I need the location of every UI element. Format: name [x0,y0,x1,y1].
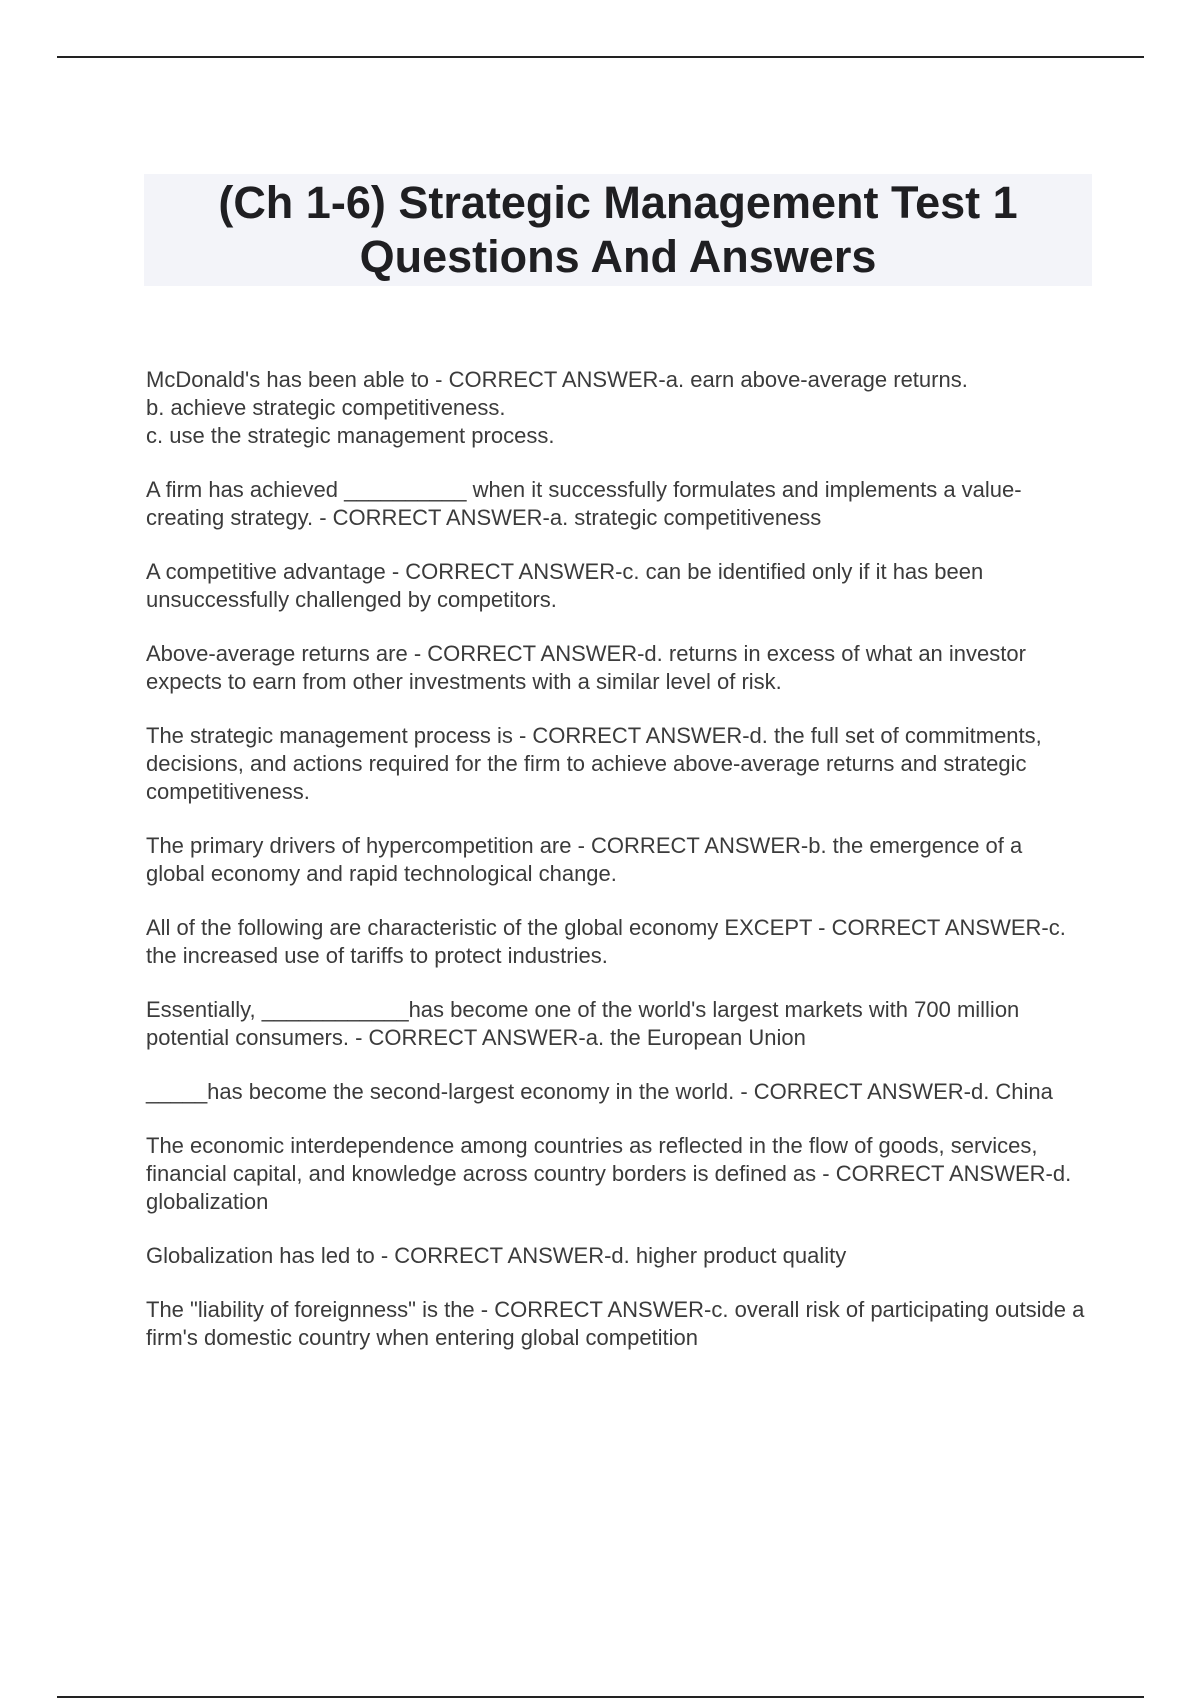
qa-item: The economic interdependence among countries as reflected in the flow of goods, services, financial capital, and knowledge across country borders is defined as - CORRECT ANSWER-d. globalization [146,1133,1072,1214]
qa-item: Above-average returns are - CORRECT ANSWER-d. returns in excess of what an investor expects to earn from other investments with a similar level of risk. [146,641,1026,694]
qa-item: The primary drivers of hypercompetition are - CORRECT ANSWER-b. the emergence of a global economy and rapid technological change. [146,833,1023,886]
title-banner [144,174,1092,286]
footer-rule [57,1696,1144,1698]
qa-item: _____has become the second-largest economy in the world. - CORRECT ANSWER-d. China [146,1079,1053,1104]
qa-item: The strategic management process is - CORRECT ANSWER-d. the full set of commitments, decisions, and actions required for the firm to achieve above-average returns and strategic competitiveness. [146,723,1042,804]
title-line-1: (Ch 1-6) Strategic Management Test 1 [218,177,1018,228]
page-title [218,176,1017,284]
header-rule [57,56,1144,58]
qa-item: All of the following are characteristic of the global economy EXCEPT - CORRECT ANSWER-c. the increased use of tariffs to protect industries. [146,915,1066,968]
title-line-2: Questions And Answers [359,231,877,282]
qa-item: A competitive advantage - CORRECT ANSWER-c. can be identified only if it has been unsuccessfully challenged by competitors. [146,559,984,612]
qa-item: The "liability of foreignness" is the - CORRECT ANSWER-c. overall risk of participating outside a firm's domestic country when entering global competition [146,1297,1085,1350]
qa-item: McDonald's has been able to - CORRECT ANSWER-a. earn above-average returns. b. achieve strategic competitiveness. c. use the strategic management process. [146,367,968,448]
qa-item: Essentially, ____________has become one of the world's largest markets with 700 million potential consumers. - CORRECT ANSWER-a. the European Union [146,997,1020,1050]
qa-item: A firm has achieved __________ when it successfully formulates and implements a value-creating strategy. - CORRECT ANSWER-a. strategic competitiveness [146,477,1022,530]
qa-item: Globalization has led to - CORRECT ANSWER-d. higher product quality [146,1243,847,1268]
qa-list [146,366,1086,1378]
